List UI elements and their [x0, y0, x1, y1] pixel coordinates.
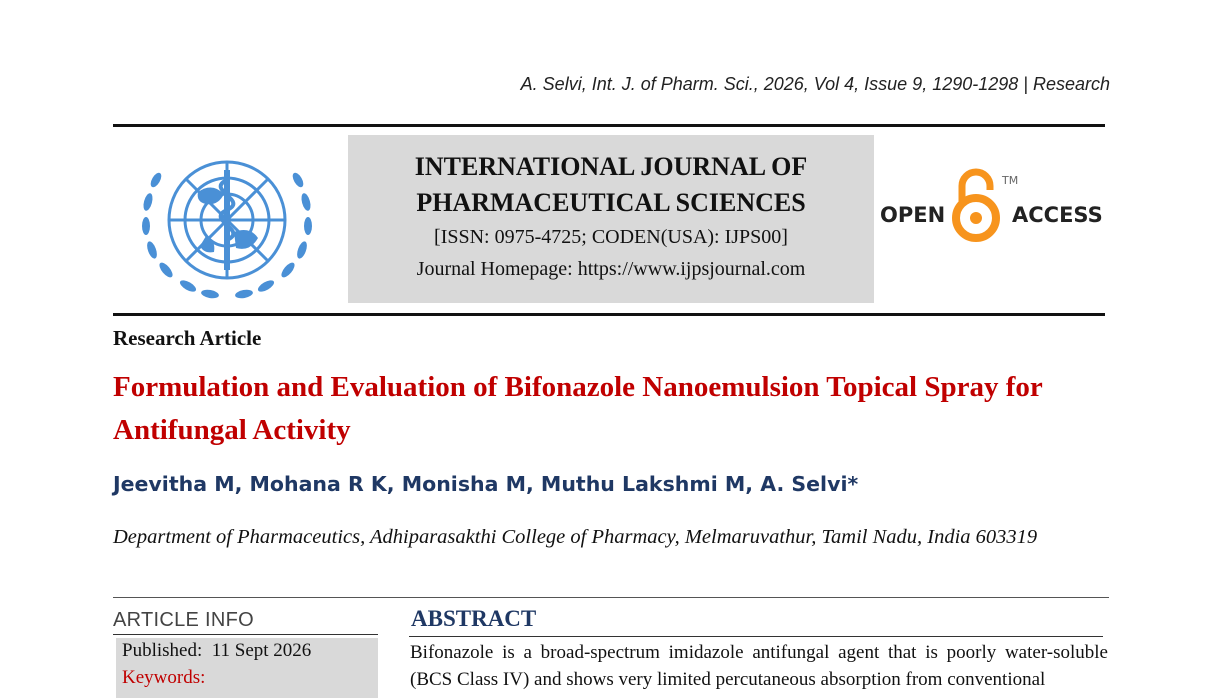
header-top-rule	[113, 124, 1105, 127]
journal-title-line1: INTERNATIONAL JOURNAL OF	[414, 152, 808, 181]
author-list: Jeevitha M, Mohana R K, Monisha M, Muthu Lakshmi M, A. Selvi*	[113, 472, 859, 496]
open-word: OPEN	[880, 203, 946, 227]
abstract-text: Bifonazole is a broad-spectrum imidazole antifungal agent that is poorly water-soluble (BCS Class IV) and shows very limited percutaneous absorption from conventional	[410, 642, 1108, 690]
access-word: ACCESS	[1012, 203, 1103, 227]
article-info-rule	[113, 634, 378, 635]
open-lock-icon	[956, 172, 996, 238]
header-bottom-rule	[113, 313, 1105, 316]
journal-title-line2: PHARMACEUTICAL SCIENCES	[416, 188, 806, 217]
abstract-rule	[409, 636, 1103, 637]
article-type: Research Article	[113, 326, 262, 350]
keywords-label: Keywords:	[122, 667, 206, 688]
journal-homepage: Journal Homepage: https://www.ijpsjournal.com	[416, 258, 806, 280]
section-divider	[113, 597, 1109, 598]
paper-title: Formulation and Evaluation of Bifonazole Nanoemulsion Topical Spray for Antifungal Activity	[113, 371, 1043, 446]
published-date: Published: 11 Sept 2026	[122, 640, 312, 661]
open-access-logo	[878, 160, 1110, 252]
running-header-citation: A. Selvi, Int. J. of Pharm. Sci., 2026, Vol 4, Issue 9, 1290-1298 | Research	[520, 74, 1110, 94]
affiliation: Department of Pharmaceutics, Adhiparasakthi College of Pharmacy, Melmaruvathur, Tamil Nadu, India 603319	[113, 526, 1038, 548]
article-info-heading: ARTICLE INFO	[113, 609, 255, 631]
journal-masthead	[348, 135, 874, 303]
abstract-heading: ABSTRACT	[411, 606, 537, 631]
journal-title	[348, 149, 874, 221]
tm-mark: TM	[1002, 174, 1019, 187]
un-emblem-logo	[126, 140, 328, 306]
journal-issn: [ISSN: 0975-4725; CODEN(USA): IJPS00]	[434, 226, 788, 248]
